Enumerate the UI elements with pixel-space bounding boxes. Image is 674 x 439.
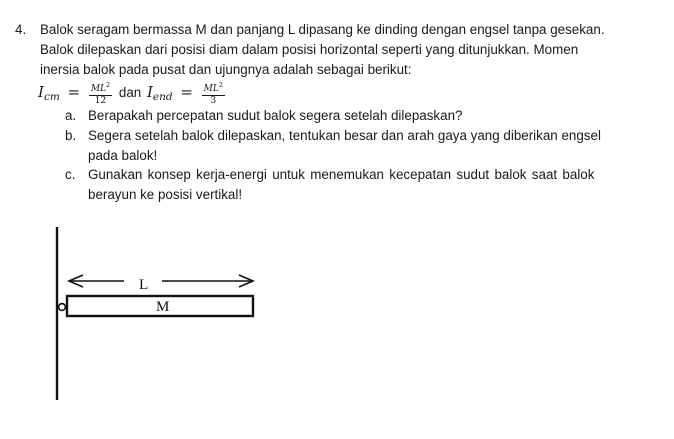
- question-c-letter: c.: [65, 167, 76, 182]
- question-b-text-line-2: pada balok!: [88, 148, 158, 163]
- iend-subscript: end: [152, 91, 173, 104]
- iend-exponent: 2: [218, 81, 224, 89]
- question-c-text-line-2: berayun ke posisi vertikal!: [88, 187, 243, 202]
- question-b-letter: b.: [65, 128, 77, 143]
- iend-denominator: 3: [210, 96, 217, 106]
- intro-line-1: Balok seragam bermassa M dan panjang L dipasang ke dinding dengan engsel tanpa gesekan.: [40, 22, 605, 37]
- icm-symbol: I: [38, 83, 44, 102]
- iend-symbol: I: [146, 83, 153, 102]
- icm-subscript: cm: [43, 91, 60, 104]
- connector-dan: dan: [118, 85, 142, 101]
- question-a-text: Berapakah percepatan sudut balok segera setelah dilepaskan?: [88, 108, 463, 123]
- intro-line-2: Balok dilepaskan dari posisi diam dalam posisi horizontal seperti yang ditunjukkan. Momen: [40, 42, 579, 57]
- intro-line-3: inersia balok pada pusat dan ujungnya adalah sebagai berikut:: [40, 62, 412, 77]
- right-arrow-icon: [162, 275, 253, 287]
- hinge-icon: [59, 304, 66, 311]
- question-a-letter: a.: [65, 108, 77, 123]
- icm-denominator: 12: [94, 96, 107, 106]
- equals-sign: =: [180, 83, 193, 102]
- left-arrow-icon: [69, 275, 124, 287]
- question-b-text-line-1: Segera setelah balok dilepaskan, tentukan besar dan arah gaya yang diberikan engsel: [88, 128, 601, 143]
- problem-number: 4.: [15, 22, 27, 37]
- mass-label: M: [156, 299, 170, 315]
- question-c-text-line-1: Gunakan konsep kerja-energi untuk menemukan kecepatan sudut balok saat balok: [88, 167, 595, 182]
- icm-exponent: 2: [106, 81, 111, 89]
- iend-numerator: ML: [203, 84, 219, 94]
- equals-sign: =: [67, 83, 81, 102]
- icm-numerator: ML: [90, 84, 107, 94]
- length-label: L: [139, 277, 149, 293]
